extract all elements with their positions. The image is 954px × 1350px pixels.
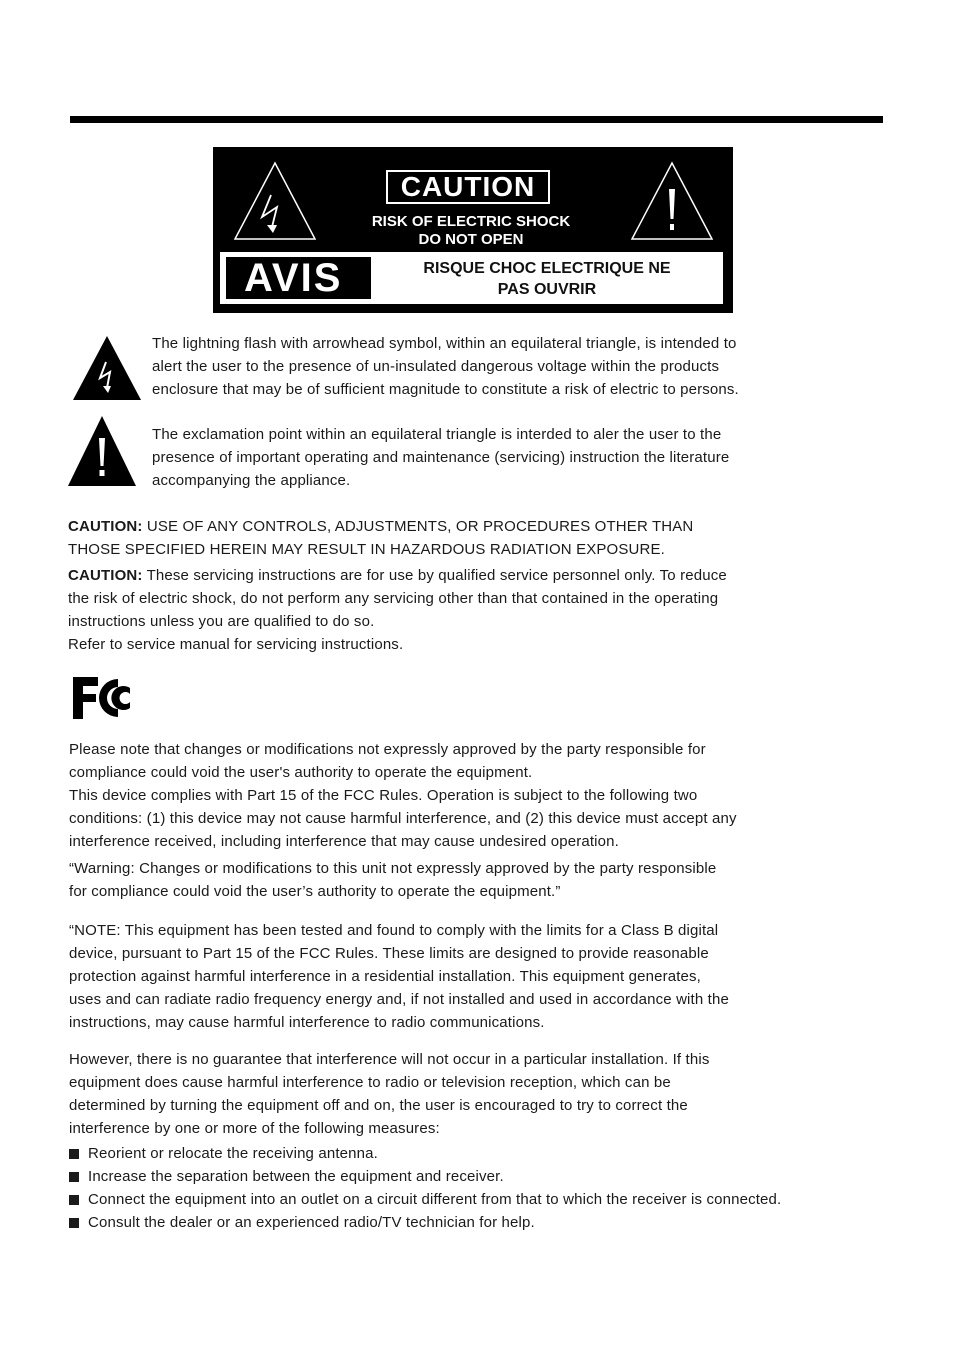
exclamation-triangle-icon [68,416,136,486]
avis-title: AVIS [226,257,371,299]
square-bullet-icon [69,1195,79,1205]
caution-label [213,147,733,313]
text-line: uses and can radiate radio frequency energy and, if not installed and used in accordance with the [69,991,729,1008]
text-line: determined by turning the equipment off and on, the user is encouraged to try to correct the [69,1097,688,1114]
caution-radiation [68,515,888,561]
risk-line-2: DO NOT OPEN [418,231,524,248]
avis-strip [220,252,723,304]
text-line: the risk of electric shock, do not perform any servicing other than that contained in the operating [68,590,719,607]
text-line: conditions: (1) this device may not cause harmful interference, and (2) this device must accept any [69,810,737,827]
fcc-note [69,919,889,1034]
lightning-symbol-text [152,332,842,401]
text-line: interference received, including interference that may cause undesired operation. [69,833,619,850]
text-line: accompanying the appliance. [152,472,351,489]
measures-list [69,1142,899,1234]
avis-line-1: RISQUE CHOC ELECTRIQUE NE [423,260,671,277]
risk-line-1: RISK OF ELECTRIC SHOCK [371,213,571,230]
text-line: equipment does cause harmful interference to radio or television reception, which can be [69,1074,671,1091]
lightning-warning-icon [231,159,319,243]
square-bullet-icon [69,1218,79,1228]
text-line: Please note that changes or modifications not expressly approved by the party responsible for [69,741,706,758]
list-item [69,1142,899,1165]
text-line: “NOTE: This equipment has been tested and found to comply with the limits for a Class B digital [69,922,719,939]
list-item [69,1211,899,1234]
text-line: for compliance could void the user’s authority to operate the equipment.” [69,883,561,900]
list-item [69,1188,899,1211]
text-line: “Warning: Changes or modifications to this unit not expressly approved by the party responsible [69,860,717,877]
fcc-logo-icon [72,676,134,720]
text-line: compliance could void the user's authority to operate the equipment. [69,764,533,781]
list-item [69,1165,899,1188]
square-bullet-icon [69,1149,79,1159]
fcc-however [69,1048,889,1140]
text-line: instructions unless you are qualified to do so. [68,613,375,630]
text-line: alert the user to the presence of un-insulated dangerous voltage within the products [152,358,720,375]
measure-text: Connect the equipment into an outlet on a circuit different from that to which the receiver is connected. [88,1191,782,1208]
exclamation-warning-icon [628,159,716,243]
text-line: However, there is no guarantee that interference will not occur in a particular installation. If this [69,1051,710,1068]
measure-text: Increase the separation between the equipment and receiver. [88,1168,504,1185]
fcc-warning [69,857,889,903]
text-line: instructions, may cause harmful interference to radio communications. [69,1014,545,1031]
lightning-triangle-icon [73,336,141,400]
caution-service [68,564,888,656]
fcc-logo-text: FC [103,698,105,699]
text-line: THOSE SPECIFIED HEREIN MAY RESULT IN HAZARDOUS RADIATION EXPOSURE. [68,541,665,558]
text-line: enclosure that may be of sufficient magnitude to constitute a risk of electric to persons. [152,381,739,398]
exclamation-symbol-text [152,423,842,492]
square-bullet-icon [69,1172,79,1182]
text-line: presence of important operating and maintenance (servicing) instruction the literature [152,449,730,466]
text-line: The exclamation point within an equilateral triangle is interded to aler the user to the [152,426,722,443]
caution-label-text: CAUTION: [68,518,143,535]
text-line: protection against harmful interference in a residential installation. This equipment generates, [69,968,701,985]
measure-text: Reorient or relocate the receiving antenna. [88,1145,378,1162]
text-line: This device complies with Part 15 of the FCC Rules. Operation is subject to the following two [69,787,698,804]
avis-line-2: PAS OUVRIR [497,281,597,298]
caution-label-text: CAUTION: [68,567,143,584]
text-line: device, pursuant to Part 15 of the FCC Rules. These limits are designed to provide reasonable [69,945,709,962]
fcc-notice [69,738,889,853]
caution-title: CAUTION [386,170,550,204]
text-line: Refer to service manual for servicing instructions. [68,636,404,653]
text-line: USE OF ANY CONTROLS, ADJUSTMENTS, OR PROCEDURES OTHER THAN [142,518,694,535]
measure-text: Consult the dealer or an experienced radio/TV technician for help. [88,1214,535,1231]
text-line: The lightning flash with arrowhead symbol, within an equilateral triangle, is intended to [152,335,737,352]
top-rule [70,116,883,123]
text-line: These servicing instructions are for use by qualified service personnel only. To reduce [142,567,727,584]
text-line: interference by one or more of the following measures: [69,1120,440,1137]
